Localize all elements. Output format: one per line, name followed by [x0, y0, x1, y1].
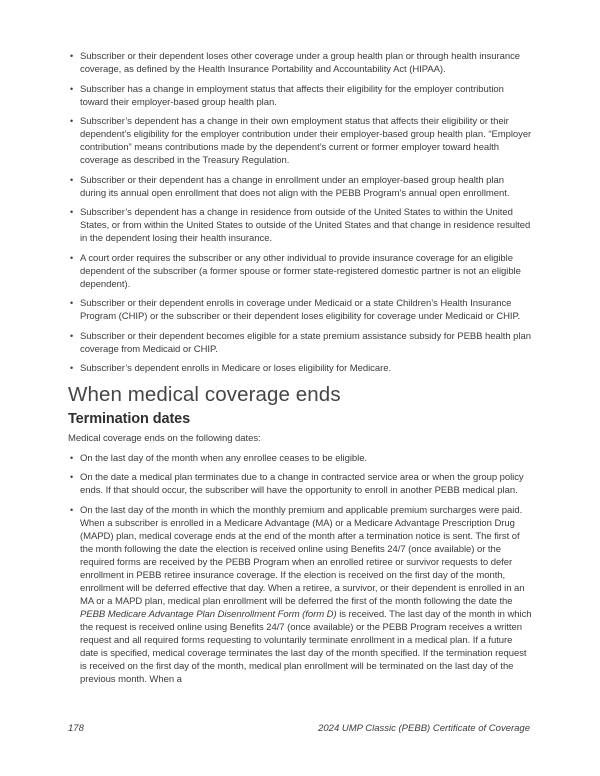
list-item: [68, 471, 532, 497]
bullet-marker: •: [70, 83, 74, 94]
list-item: [68, 504, 532, 686]
bullet-text-part: is received. The last day of the month in which the request is received online using Benefits 24/7 (once available) or the PEBB Program receives a written request and all required forms requesting to voluntarily terminate enrollment in a medical plan. If a future date is specified, medical coverage terminates the last day of the month specified. If the termination request is received on the first day of the month, medical plan enrollment will be terminated on the last day of the previous month. When a: [80, 608, 532, 685]
bullet-text: Subscriber’s dependent has a change in their own employment status that affects their eligibility or their dependent’s eligibility for the employer contribution under their employer-based group health plan. “Employer contribution” means contributions made by the dependent’s current or former employer toward health coverage as described in the Treasury Regulation.: [80, 116, 532, 166]
bullet-marker: •: [70, 504, 74, 515]
bullet-list-termination-dates: [68, 452, 532, 686]
list-item: [68, 252, 532, 291]
bullet-text: Subscriber has a change in employment status that affects their eligibility for the employer contribution toward their employer-based group health plan.: [80, 83, 504, 108]
list-item: [68, 83, 532, 109]
bullet-marker: •: [70, 207, 74, 217]
bullet-marker: •: [70, 330, 74, 341]
list-item: [68, 362, 532, 375]
page-content: [68, 50, 532, 692]
page-footer: [68, 722, 530, 735]
bullet-text: [80, 504, 532, 686]
intro-text: Medical coverage ends on the following dates:: [68, 432, 261, 444]
bullet-text: On the last day of the month when any enrollee ceases to be eligible.: [80, 452, 368, 464]
footer-doc-title: 2024 UMP Classic (PEBB) Certificate of Coverage: [318, 723, 530, 734]
bullet-marker: •: [70, 116, 74, 126]
bullet-marker: •: [70, 252, 74, 263]
bullet-text: Subscriber or their dependent has a change in enrollment under an employer-based group health plan during its annual open enrollment that does not align with the PEBB Program’s annual open enrollment.: [80, 174, 510, 199]
page-number: 178: [68, 723, 84, 734]
bullet-text: Subscriber’s dependent enrolls in Medicare or loses eligibility for Medicare.: [80, 363, 392, 374]
bullet-text: On the date a medical plan terminates due to a change in contracted service area or when the group policy ends. If that should occur, the subscriber will have the opportunity to enroll in another PEBB medical plan.: [80, 472, 524, 496]
bullet-marker: •: [70, 174, 74, 185]
bullet-marker: •: [70, 452, 74, 463]
bullet-text: Subscriber or their dependent loses other coverage under a group health plan or through health insurance coverage, as defined by the Health Insurance Portability and Accountability Act (HIPAA).: [80, 51, 521, 75]
list-item: [68, 206, 532, 245]
bullet-marker: •: [70, 51, 74, 61]
form-name-italic: PEBB Medicare Advantage Plan Disenrollment Form (form D): [80, 608, 337, 620]
list-item: [68, 115, 532, 167]
section-heading: When medical coverage ends: [68, 382, 341, 406]
bullet-text: A court order requires the subscriber or any other individual to provide insurance coverage for an eligible dependent of the subscriber (a former spouse or former state-registered domestic partner is not an eligible dependent).: [80, 252, 521, 290]
bullet-marker: •: [70, 363, 74, 373]
bullet-text: Subscriber’s dependent has a change in residence from outside of the United States to within the United States, or from within the United States to outside of the United States and that change in residence resulted in the dependent losing their health insurance.: [80, 207, 531, 244]
bullet-text: Subscriber or their dependent becomes eligible for a state premium assistance subsidy for PEBB health plan coverage from Medicaid or CHIP.: [80, 330, 531, 355]
bullet-marker: •: [70, 298, 74, 308]
bullet-text-part: On the last day of the month in which the monthly premium and applicable premium surcharges were paid. When a subscriber is enrolled in a Medicare Advantage (MA) or a Medicare Advantage Prescription Drug (MAPD) plan, medical coverage ends at the end of the month after a termination notice is sent. The first of the month following the date the election is received online using Benefits 24/7 (once available) or the required forms are received by the PEBB Program when an enrolled retiree or survivor requests to defer enrollment in PEBB retiree insurance coverage. If the election is received on the first day of the month, enrollment will be deferred effective that day. When a retiree, a survivor, or their dependent is enrolled in an MA or a MAPD plan, medical plan enrollment will be deferred the first of the month following the date the: [80, 504, 525, 607]
termination-dates-heading: Termination dates: [68, 410, 191, 427]
list-item: [68, 297, 532, 323]
list-item: [68, 330, 532, 356]
list-item: [68, 452, 532, 465]
list-item: [68, 50, 532, 76]
bullet-list-change-events: [68, 50, 532, 375]
bullet-marker: •: [70, 472, 74, 482]
bullet-text: Subscriber or their dependent enrolls in coverage under Medicaid or a state Children’s Health Insurance Program (CHIP) or the subscriber or their dependent loses eligibility for coverage under Medicaid or CHIP.: [80, 298, 521, 322]
list-item: [68, 174, 532, 200]
